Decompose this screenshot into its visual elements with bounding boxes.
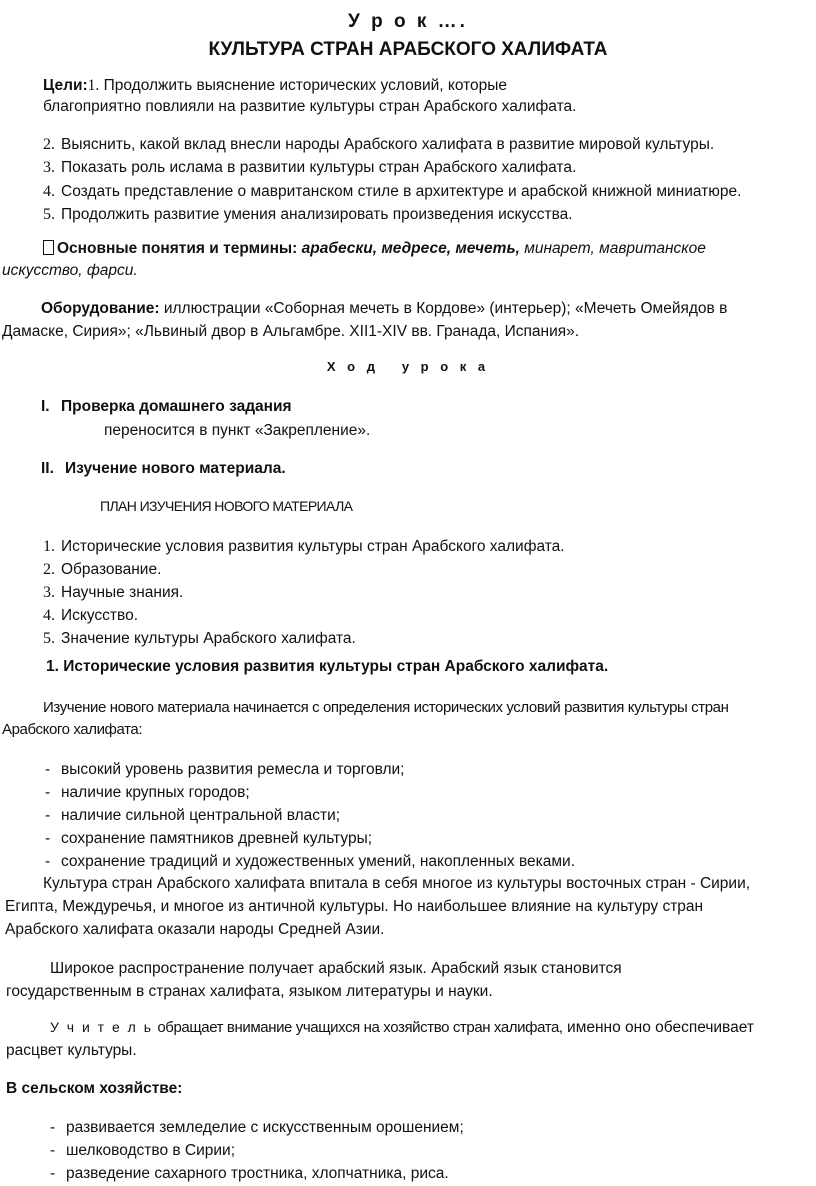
teacher-para-line-1: У ч и т е л ь обращает внимание учащихся на хозяйство стран халифата, именно оно обеспечивает xyxy=(50,1019,754,1036)
list-item: - сохранение памятников древней культуры; xyxy=(45,830,373,847)
intro-line-1: Изучение нового материала начинается с определения исторических условий развития культуры стран xyxy=(43,699,729,716)
page-title: КУЛЬТУРА СТРАН АРАБСКОГО ХАЛИФАТА xyxy=(208,39,608,60)
list-item: - разведение сахарного тростника, хлопчатника, риса. xyxy=(50,1165,449,1182)
equipment-label: Оборудование: xyxy=(41,300,160,317)
goals-first-text: Продолжить выяснение исторических условий, которые xyxy=(103,77,508,94)
plan-item: 4. Искусство. xyxy=(43,607,139,624)
missing-glyph-icon xyxy=(43,240,54,255)
concepts-line-1 xyxy=(43,238,706,260)
section-1-heading: I. Проверка домашнего задания xyxy=(41,398,292,415)
plan-item: 1. Исторические условия развития культуры стран Арабского халифата. xyxy=(43,538,565,555)
culture-para-line-1: Культура стран Арабского халифата впитала в себя многое из культуры восточных стран - Сирии, xyxy=(43,875,751,892)
section-1-note: переносится в пункт «Закрепление». xyxy=(104,422,371,439)
goal-item: 5. Продолжить развитие умения анализировать произведения искусства. xyxy=(43,206,573,223)
equipment-line-1: Оборудование: иллюстрации «Соборная мечеть в Кордове» (интерьер); «Мечеть Омейядов в xyxy=(41,300,728,317)
concepts-terms: минарет, мавританское xyxy=(524,240,706,257)
subsection-1-heading: 1. Исторические условия развития культуры стран Арабского халифата. xyxy=(46,658,609,675)
language-para-line-2: государственным в странах халифата, языком литературы и науки. xyxy=(6,983,493,1000)
goals-line-2: благоприятно повлияли на развитие культуры стран Арабского халифата. xyxy=(43,98,577,115)
goal-item: 3. Показать роль ислама в развитии культуры стран Арабского халифата. xyxy=(43,159,577,176)
teacher-label: У ч и т е л ь xyxy=(50,1019,154,1035)
concepts-bold-terms: арабески, медресе, мечеть, xyxy=(301,240,520,257)
goals-label: Цели: xyxy=(43,77,88,94)
plan-item: 2. Образование. xyxy=(43,561,162,578)
teacher-para-line-2: расцвет культуры. xyxy=(6,1042,137,1059)
language-para-line-1: Широкое распространение получает арабский язык. Арабский язык становится xyxy=(50,960,622,977)
list-item: - высокий уровень развития ремесла и торговли; xyxy=(45,761,405,778)
list-item: - наличие сильной центральной власти; xyxy=(45,807,341,824)
goal-item: 4. Создать представление о мавританском стиле в архитектуре и арабской книжной миниатюре. xyxy=(43,183,742,200)
equipment-line-2: Дамаске, Сирия»; «Львиный двор в Альгамбре. XII1-XIV вв. Гранада, Испания». xyxy=(2,323,580,340)
culture-para-line-2: Египта, Междуречья, и многое из античной культуры. Но наибольшее влияние на культуру стран xyxy=(5,898,704,915)
lesson-course-heading: Х о д у р о к а xyxy=(326,359,490,374)
concepts-label: Основные понятия и термины: xyxy=(57,240,298,257)
section-2-heading: II. Изучение нового материала. xyxy=(41,460,286,477)
plan-item: 3. Научные знания. xyxy=(43,584,184,601)
list-item: - наличие крупных городов; xyxy=(45,784,250,801)
list-item: - развивается земледелие с искусственным орошением; xyxy=(50,1119,464,1136)
goals-line-1 xyxy=(43,75,507,97)
lesson-heading: У р о к …. xyxy=(348,11,468,32)
goals-first-num: 1. xyxy=(87,77,100,94)
plan-item: 5. Значение культуры Арабского халифата. xyxy=(43,630,356,647)
concepts-line-2: искусство, фарси. xyxy=(2,262,138,279)
list-item: - шелководство в Сирии; xyxy=(50,1142,236,1159)
goal-item: 2. Выяснить, какой вклад внесли народы Арабского халифата в развитие мировой культуры. xyxy=(43,136,715,153)
list-item: - сохранение традиций и художественных умений, накопленных веками. xyxy=(45,853,576,870)
intro-line-2: Арабского халифата: xyxy=(2,721,143,738)
plan-title: ПЛАН ИЗУЧЕНИЯ НОВОГО МАТЕРИАЛА xyxy=(100,498,353,514)
culture-para-line-3: Арабского халифата оказали народы Средней Азии. xyxy=(5,921,385,938)
agriculture-heading: В сельском хозяйстве: xyxy=(6,1080,183,1097)
